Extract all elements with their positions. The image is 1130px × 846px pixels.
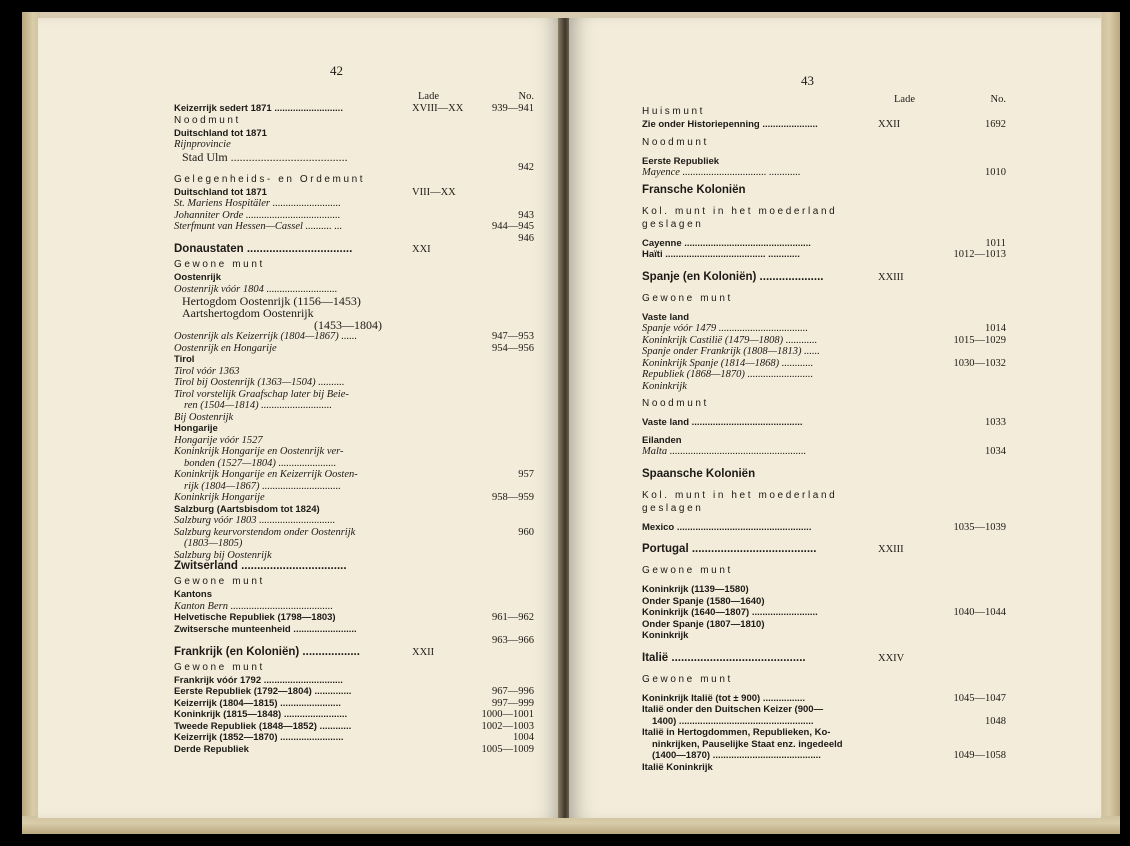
entry-text: Gelegenheids- en Ordemunt xyxy=(174,173,366,185)
index-entry xyxy=(174,151,534,163)
entry-text: Bij Oostenrijk xyxy=(174,411,234,423)
page-number: 42 xyxy=(330,63,343,78)
index-entry xyxy=(174,675,534,687)
entry-text: ninkrijken, Pauselijke Staat enz. ingedeeld xyxy=(652,738,843,750)
index-entry xyxy=(642,369,1022,381)
entry-text: Kanton Bern ....................................... xyxy=(174,600,333,612)
number-value: 1005—1009 xyxy=(481,743,534,755)
entry-text: Zwitserland ................................. xyxy=(174,560,347,572)
entry-text: Kantons xyxy=(174,589,212,600)
entry-text: Haïti ...................................... ............ xyxy=(642,249,800,260)
entry-text: Tirol xyxy=(174,354,195,365)
index-entry xyxy=(174,686,534,698)
entry-text: Zie onder Historiepenning ..................... xyxy=(642,119,818,130)
entry-text: St. Mariens Hospitäler .......................... xyxy=(174,198,341,209)
index-entry xyxy=(174,612,534,624)
index-entry xyxy=(642,458,1022,469)
entry-text: Derde Republiek xyxy=(174,743,249,755)
entry-text: Huismunt xyxy=(642,106,706,117)
index-entry xyxy=(642,293,1022,306)
number-value: 1004 xyxy=(513,732,534,743)
right-page xyxy=(569,18,1101,818)
index-entry xyxy=(642,381,1022,393)
entry-text: Gewone munt xyxy=(642,565,733,576)
index-entry xyxy=(174,589,534,601)
entry-text: Tirol vóór 1363 xyxy=(174,365,240,377)
entry-text: Koninkrijk Hongarije xyxy=(174,492,265,503)
index-entry xyxy=(174,400,534,412)
entry-text: Onder Spanje (1580—1640) xyxy=(642,595,765,607)
index-entry xyxy=(642,584,1022,596)
index-entry xyxy=(642,206,1022,219)
index-entry xyxy=(174,331,534,343)
entry-text: Aartshertogdom Oostenrijk xyxy=(182,306,314,320)
lade-value: XXI xyxy=(412,244,431,255)
header-row xyxy=(174,91,534,103)
index-entry xyxy=(642,490,1022,503)
entry-text: Hongarije xyxy=(174,423,218,434)
entry-text: (1453—1804) xyxy=(314,318,382,332)
entry-text: Koninkrijk (1640—1807) ......................... xyxy=(642,607,818,618)
number-value: 946 xyxy=(518,232,534,244)
index-entry xyxy=(174,354,534,366)
index-entry xyxy=(174,210,534,222)
number-value: 1049—1058 xyxy=(953,750,1006,761)
index-entry xyxy=(642,346,1022,358)
index-entry xyxy=(642,522,1022,534)
index-entry xyxy=(174,103,534,115)
index-entry xyxy=(174,469,534,481)
number-value: 963—966 xyxy=(492,635,534,646)
entry-text: geslagen xyxy=(642,502,704,514)
index-entry xyxy=(174,709,534,721)
cover-edge-bottom xyxy=(22,816,1120,834)
entry-text: Koninkrijk Hongarije en Keizerrijk Oosten- xyxy=(174,469,358,480)
entry-text: Tirol vorstelijk Graafschap later bij Beie- xyxy=(174,388,349,400)
number-value: 1034 xyxy=(985,446,1006,457)
index-entry xyxy=(642,238,1022,250)
entry-text: Koninkrijk Italië (tot ± 900) ................ xyxy=(642,692,806,704)
index-entry xyxy=(174,366,534,378)
index-entry xyxy=(642,167,1022,179)
index-entry xyxy=(174,732,534,744)
index-entry xyxy=(174,115,534,128)
entry-text: Noodmunt xyxy=(642,398,709,409)
number-value: 957 xyxy=(518,469,534,480)
number-value: 1010 xyxy=(985,167,1006,178)
entry-text: rijk (1804—1867) .............................. xyxy=(184,480,341,492)
index-entry xyxy=(642,503,1022,516)
index-entry xyxy=(642,249,1022,261)
number-value: 947—953 xyxy=(492,331,534,342)
index-entry xyxy=(642,106,1022,119)
index-entry xyxy=(174,139,534,151)
index-entry xyxy=(642,469,1022,484)
index-entry xyxy=(174,174,534,187)
index-entry xyxy=(174,319,534,331)
index-entry xyxy=(642,261,1022,272)
number-value: 961—962 xyxy=(492,612,534,623)
left-index-list xyxy=(174,103,534,755)
entry-text: ren (1504—1814) ........................... xyxy=(184,400,333,411)
index-entry xyxy=(642,653,1022,668)
entry-text: Gewone munt xyxy=(642,673,733,685)
index-entry xyxy=(642,716,1022,728)
index-entry xyxy=(642,417,1022,429)
entry-text: Sterfmunt van Hessen—Cassel .......... ... xyxy=(174,221,343,232)
index-entry xyxy=(174,343,534,355)
entry-text: Koninkrijk Spanje (1814—1868) ............ xyxy=(642,357,814,369)
entry-text: bonden (1527—1804) ...................... xyxy=(184,457,337,469)
index-entry xyxy=(174,187,534,199)
entry-text: Mayence ................................ ............ xyxy=(642,167,801,178)
number-value: 939—941 xyxy=(492,103,534,114)
index-entry xyxy=(642,446,1022,458)
index-entry xyxy=(642,619,1022,631)
lade-value: XVIII—XX xyxy=(412,103,464,114)
index-entry xyxy=(174,492,534,504)
number-value: 1035—1039 xyxy=(953,521,1006,533)
col-header-lade: Lade xyxy=(894,94,915,105)
entry-text: geslagen xyxy=(642,218,704,230)
entry-text: Rijnprovincie xyxy=(174,139,231,150)
index-entry xyxy=(174,412,534,424)
entry-text: Oostenrijk en Hongarije xyxy=(174,342,277,354)
index-entry xyxy=(642,607,1022,619)
col-header-no: No. xyxy=(518,91,534,102)
number-value: 1692 xyxy=(985,119,1006,130)
index-entry xyxy=(642,642,1022,653)
number-value: 967—996 xyxy=(492,686,534,697)
index-entry xyxy=(642,565,1022,578)
index-entry xyxy=(642,219,1022,232)
number-value: 1033 xyxy=(985,417,1006,428)
entry-text: Eerste Republiek xyxy=(642,155,720,167)
number-value: 1030—1032 xyxy=(953,357,1006,369)
index-entry xyxy=(642,750,1022,762)
entry-text: Spanje (en Koloniën) .................... xyxy=(642,270,824,283)
number-value: 944—945 xyxy=(492,221,534,232)
right-index-list xyxy=(642,106,1022,773)
index-entry xyxy=(642,137,1022,150)
header-row xyxy=(642,94,1022,106)
entry-text: Koninkrijk xyxy=(642,380,687,392)
index-entry xyxy=(174,601,534,613)
lade-value: XXII xyxy=(878,119,901,130)
index-entry xyxy=(174,698,534,710)
entry-text: Zwitsersche munteenheid ........................ xyxy=(174,623,357,635)
entry-text: Tirol bij Oostenrijk (1363—1504) .......... xyxy=(174,377,345,388)
entry-text: Italië Koninkrijk xyxy=(642,761,713,773)
lade-value: XXII xyxy=(412,646,435,658)
index-entry xyxy=(174,744,534,756)
entry-text: Noodmunt xyxy=(642,136,709,148)
index-entry xyxy=(642,544,1022,559)
lade-value: VIII—XX xyxy=(412,186,456,198)
lade-value: XXIV xyxy=(878,652,905,664)
index-entry xyxy=(174,561,534,576)
entry-text: Donaustaten ................................. xyxy=(174,243,353,255)
entry-text: Salzburg bij Oostenrijk xyxy=(174,549,272,561)
entry-text: Koninkrijk xyxy=(642,630,689,641)
entry-text: Noodmunt xyxy=(174,114,241,126)
index-entry xyxy=(174,624,534,636)
entry-text: Salzburg keurvorstendom onder Oostenrijk xyxy=(174,526,356,538)
entry-text: Oostenrijk xyxy=(174,272,221,283)
page-number: 43 xyxy=(801,73,814,88)
number-value: 997—999 xyxy=(492,697,534,709)
entry-text: Italië in Hertogdommen, Republieken, Ko- xyxy=(642,727,831,738)
number-value: 1048 xyxy=(985,715,1006,727)
number-value: 958—959 xyxy=(492,492,534,503)
number-value: 1000—1001 xyxy=(481,709,534,720)
index-entry xyxy=(642,156,1022,168)
index-entry xyxy=(642,185,1022,200)
index-entry xyxy=(642,335,1022,347)
index-entry xyxy=(174,423,534,435)
index-entry xyxy=(174,221,534,233)
cover-edge-right xyxy=(1102,12,1120,834)
lade-value: XXIII xyxy=(878,271,904,283)
entry-text: Koninkrijk (1139—1580) xyxy=(642,584,749,595)
number-value: 1045—1047 xyxy=(953,692,1006,704)
entry-text: Malta .................................................... xyxy=(642,446,807,457)
entry-text: Italië onder den Duitschen Keizer (900— xyxy=(642,704,824,715)
index-entry xyxy=(642,630,1022,642)
entry-text: Vaste land xyxy=(642,311,689,323)
lade-value: XXIII xyxy=(878,544,904,555)
index-entry xyxy=(642,762,1022,774)
index-entry xyxy=(174,389,534,401)
entry-text: Koninkrijk Hongarije en Oostenrijk ver- xyxy=(174,446,344,457)
number-value: 942 xyxy=(518,162,534,173)
entry-text: Frankrijk vóór 1792 .............................. xyxy=(174,674,343,686)
entry-text: Hertogdom Oostenrijk (1156—1453) xyxy=(182,294,361,308)
index-entry xyxy=(174,259,534,272)
entry-text: Stad Ulm ....................................... xyxy=(182,149,348,164)
col-header-lade: Lade xyxy=(418,91,439,102)
left-page xyxy=(38,18,561,818)
entry-text: Gewone munt xyxy=(174,576,265,587)
entry-text: Frankrijk (en Koloniën) .................. xyxy=(174,645,360,658)
index-entry xyxy=(174,635,534,647)
col-header-no: No. xyxy=(990,94,1006,105)
entry-text: Salzburg (Aartsbisdom tot 1824) xyxy=(174,503,320,515)
index-entry xyxy=(174,515,534,527)
entry-text: (1803—1805) xyxy=(184,538,243,549)
index-entry xyxy=(174,504,534,516)
index-entry xyxy=(174,162,534,174)
number-value: 1002—1003 xyxy=(481,720,534,732)
index-entry xyxy=(174,538,534,550)
entry-text: Koninkrijk Castilië (1479—1808) ............ xyxy=(642,334,818,346)
index-entry xyxy=(642,739,1022,751)
index-entry xyxy=(174,272,534,284)
entry-text: Eilanden xyxy=(642,434,682,446)
index-entry xyxy=(642,398,1022,411)
entry-text: Spanje onder Frankrijk (1808—1813) ...... xyxy=(642,346,820,357)
number-value: 1014 xyxy=(985,323,1006,334)
entry-text: Portugal ....................................... xyxy=(642,543,817,555)
entry-text: Republiek (1868—1870) ......................... xyxy=(642,369,814,380)
index-entry xyxy=(174,527,534,539)
entry-text: Duitschland tot 1871 xyxy=(174,186,267,198)
index-entry xyxy=(174,198,534,210)
number-value: 954—956 xyxy=(492,342,534,354)
entry-text: Gewone munt xyxy=(174,661,265,673)
number-value: 1012—1013 xyxy=(953,249,1006,260)
index-entry xyxy=(642,323,1022,335)
index-entry xyxy=(642,435,1022,447)
entry-text: Johanniter Orde .................................... xyxy=(174,209,341,221)
entry-text: Gewone munt xyxy=(174,259,265,270)
entry-text: Keizerrijk (1852—1870) ........................ xyxy=(174,732,344,743)
index-entry xyxy=(642,312,1022,324)
index-entry xyxy=(642,727,1022,739)
number-value: 943 xyxy=(518,209,534,221)
entry-text: Vaste land .......................................... xyxy=(642,417,803,428)
index-entry xyxy=(642,596,1022,608)
index-entry xyxy=(174,458,534,470)
index-entry xyxy=(174,377,534,389)
number-value: 1040—1044 xyxy=(953,607,1006,618)
entry-text: Cayenne ................................................ xyxy=(642,237,811,249)
index-entry xyxy=(642,693,1022,705)
entry-text: Duitschland tot 1871 xyxy=(174,127,267,139)
entry-text: Koninkrijk (1815—1848) ........................ xyxy=(174,709,348,720)
entry-text: Hongarije vóór 1527 xyxy=(174,434,263,446)
entry-text: Kol. munt in het moederland xyxy=(642,489,838,501)
entry-text: Onder Spanje (1807—1810) xyxy=(642,618,765,630)
entry-text: Oostenrijk als Keizerrijk (1804—1867) ...... xyxy=(174,331,358,342)
entry-text: Eerste Republiek (1792—1804) .............. xyxy=(174,686,352,697)
index-entry xyxy=(642,272,1022,287)
entry-text: Helvetische Republiek (1798—1803) xyxy=(174,612,336,623)
entry-text: Kol. munt in het moederland xyxy=(642,205,838,217)
index-entry xyxy=(174,446,534,458)
entry-text: Oostenrijk vóór 1804 ........................... xyxy=(174,283,338,295)
index-entry xyxy=(174,576,534,589)
index-entry xyxy=(174,662,534,675)
number-value: 1015—1029 xyxy=(953,334,1006,346)
entry-text: Salzburg vóór 1803 ............................. xyxy=(174,515,336,526)
index-entry xyxy=(642,358,1022,370)
entry-text: Spanje vóór 1479 .................................. xyxy=(642,323,808,334)
entry-text: Keizerrijk (1804—1815) ....................... xyxy=(174,697,341,709)
index-entry xyxy=(174,435,534,447)
entry-text: Fransche Koloniën xyxy=(642,183,746,196)
number-value: 1011 xyxy=(985,237,1006,249)
index-entry xyxy=(174,128,534,140)
index-entry xyxy=(642,704,1022,716)
entry-text: 1400) ................................................... xyxy=(652,715,814,727)
number-value: 960 xyxy=(518,526,534,538)
entry-text: Tweede Republiek (1848—1852) ............ xyxy=(174,720,352,732)
index-entry xyxy=(642,119,1022,131)
index-entry xyxy=(174,721,534,733)
entry-text: Italië .......................................... xyxy=(642,651,806,664)
index-entry xyxy=(174,481,534,493)
entry-text: Keizerrijk sedert 1871 .......................... xyxy=(174,103,343,114)
entry-text: (1400—1870) ......................................... xyxy=(652,750,821,761)
entry-text: Gewone munt xyxy=(642,292,733,304)
entry-text: Mexico ................................................... xyxy=(642,521,812,533)
index-entry xyxy=(174,647,534,662)
index-entry xyxy=(642,674,1022,687)
index-entry xyxy=(174,244,534,259)
entry-text: Spaansche Koloniën xyxy=(642,467,756,480)
